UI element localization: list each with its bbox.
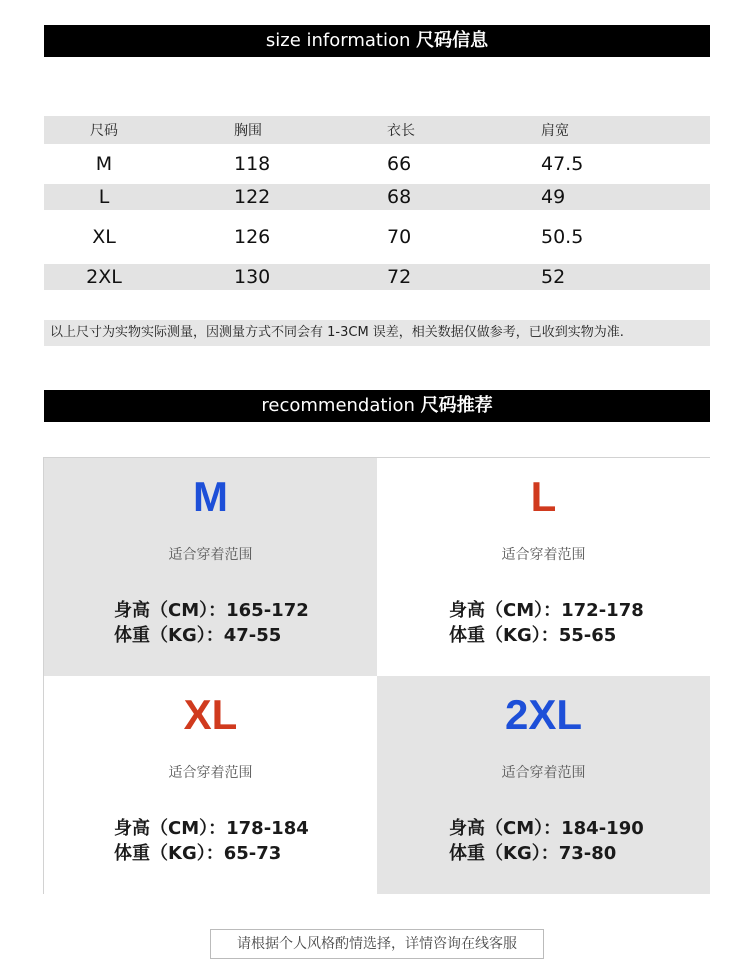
size-table — [44, 116, 710, 290]
measurement-note: 以上尺寸为实物实际测量，因测量方式不同会有 1-3CM 误差，相关数据仅做参考，已收到实物为准. — [44, 320, 710, 346]
height-range: 身高（CM）：178-184 — [114, 818, 309, 839]
cell-size: L — [98, 186, 110, 208]
range-label: 适合穿着范围 — [168, 547, 253, 563]
cell-length: 66 — [387, 153, 412, 175]
table-header-row — [44, 116, 710, 144]
cell-shoulder: 50.5 — [541, 226, 584, 248]
cell-chest: 126 — [234, 226, 271, 248]
cell-shoulder: 49 — [541, 186, 566, 208]
recommendation-card-xl — [44, 676, 377, 894]
cell-size: M — [95, 153, 113, 175]
size-info-title-en: size information — [265, 30, 411, 51]
cell-size: XL — [92, 226, 116, 248]
header-shoulder: 肩宽 — [541, 123, 569, 139]
range-label: 适合穿着范围 — [168, 765, 253, 781]
header-chest: 胸围 — [234, 123, 262, 139]
weight-range: 体重（KG）：55-65 — [449, 625, 617, 646]
cell-chest: 130 — [234, 266, 271, 288]
cell-shoulder: 52 — [541, 266, 566, 288]
header-size: 尺码 — [90, 123, 118, 139]
footer-note: 请根据个人风格酌情选择，详情咨询在线客服 — [210, 929, 544, 959]
range-label: 适合穿着范围 — [501, 547, 586, 563]
recommendation-card-m — [44, 458, 377, 676]
height-range: 身高（CM）：172-178 — [449, 600, 644, 621]
range-label: 适合穿着范围 — [501, 765, 586, 781]
cell-size: 2XL — [86, 266, 122, 288]
height-range: 身高（CM）：184-190 — [449, 818, 644, 839]
table-row — [44, 264, 710, 290]
header-length: 衣长 — [387, 123, 415, 139]
size-letter: XL — [183, 691, 238, 738]
cell-shoulder: 47.5 — [541, 153, 584, 175]
cell-length: 72 — [387, 266, 412, 288]
weight-range: 体重（KG）：65-73 — [114, 843, 282, 864]
weight-range: 体重（KG）：47-55 — [114, 625, 282, 646]
table-row — [44, 184, 710, 210]
size-letter: M — [193, 473, 228, 520]
recommendation-grid — [43, 457, 710, 894]
size-letter: 2XL — [504, 691, 583, 738]
table-row — [44, 210, 710, 264]
recommendation-card-2xl — [377, 676, 710, 894]
size-letter: L — [530, 473, 557, 520]
table-row — [44, 144, 710, 184]
cell-length: 70 — [387, 226, 412, 248]
recommendation-title-zh: 尺码推荐 — [420, 395, 493, 416]
recommendation-title-en: recommendation — [261, 395, 415, 416]
height-range: 身高（CM）：165-172 — [114, 600, 309, 621]
cell-length: 68 — [387, 186, 412, 208]
recommendation-header — [44, 390, 710, 422]
weight-range: 体重（KG）：73-80 — [449, 843, 617, 864]
size-info-title-zh: 尺码信息 — [416, 30, 489, 51]
cell-chest: 122 — [234, 186, 271, 208]
size-info-header — [44, 25, 710, 57]
cell-chest: 118 — [234, 153, 271, 175]
recommendation-card-l — [377, 458, 710, 676]
